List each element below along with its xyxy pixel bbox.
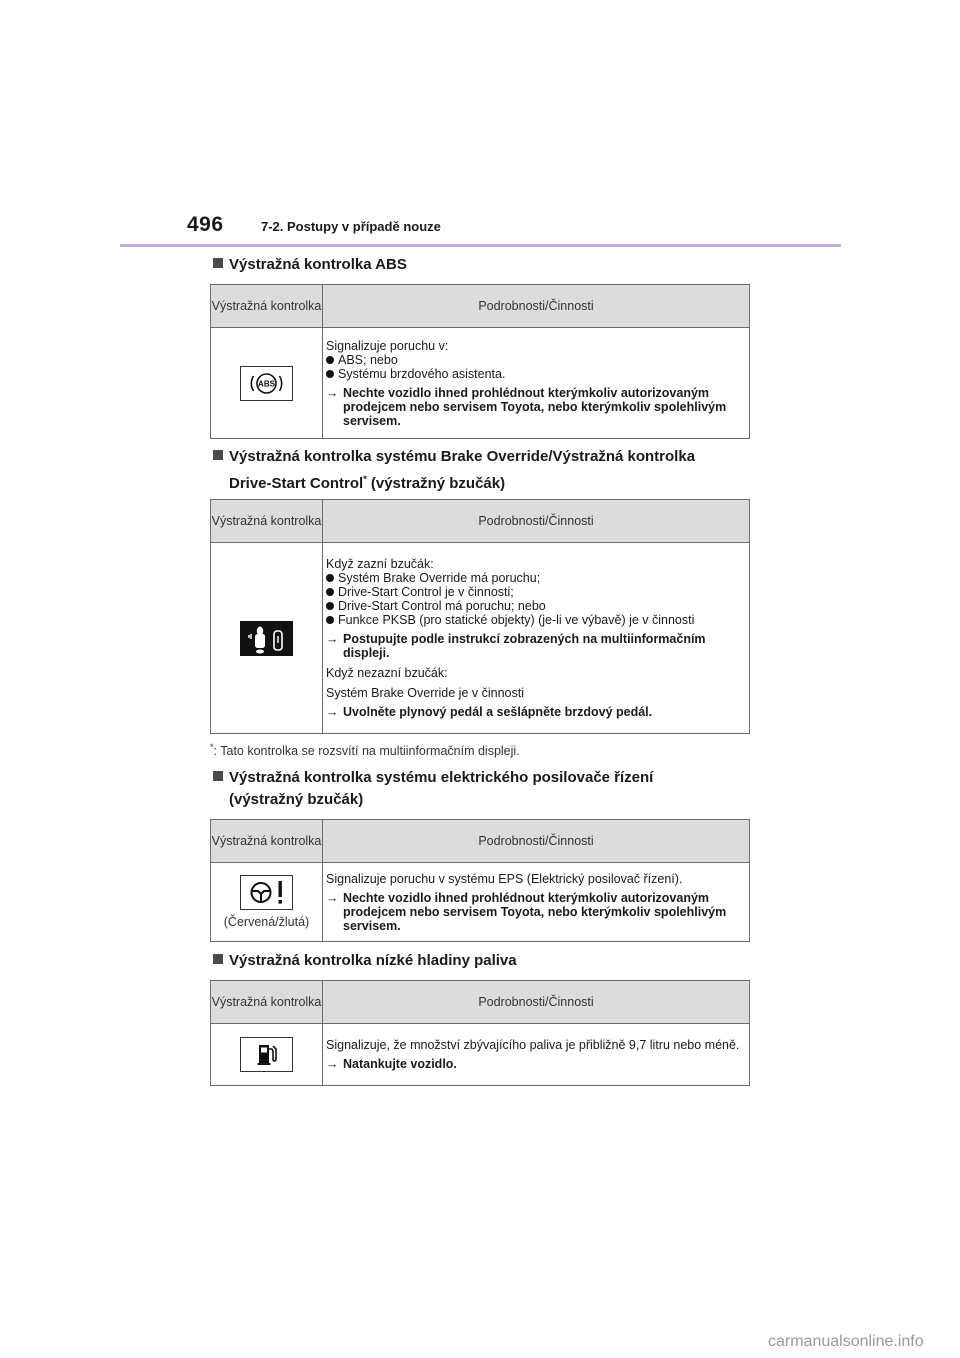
section-heading-abs: Výstražná kontrolka ABS — [213, 254, 407, 276]
brake-override-warning-table — [210, 499, 750, 734]
bullet-dot-icon — [326, 616, 334, 624]
bullet-dot-icon — [326, 574, 334, 582]
header-rule — [120, 244, 841, 247]
section-heading-brake-override: Výstražná kontrolka systému Brake Override/Výstražná kontrolka Drive-Start Control* (výstražný bzučák) — [213, 446, 695, 495]
abs-warning-table — [210, 284, 750, 439]
action-text: → Natankujte vozidlo. — [326, 1057, 457, 1071]
arrow-right-icon: → — [326, 385, 339, 400]
detail-intro: Když zazní bzučák: — [326, 557, 434, 571]
square-bullet-icon — [213, 450, 223, 460]
page-number: 496 — [187, 213, 224, 236]
abs-warning-icon — [240, 366, 293, 401]
section-heading-fuel: Výstražná kontrolka nízké hladiny paliva — [213, 950, 517, 972]
detail-cell — [323, 328, 750, 439]
bullet-dot-icon — [326, 356, 334, 364]
arrow-right-icon: → — [326, 1057, 339, 1071]
column-header-lamp: Výstražná kontrolka — [211, 500, 323, 543]
eps-warning-table — [210, 819, 750, 942]
square-bullet-icon — [213, 258, 223, 268]
watermark: carmanualsonline.info — [768, 1333, 924, 1350]
fuel-warning-table — [210, 980, 750, 1086]
arrow-right-icon: → — [326, 632, 339, 646]
bullet-dot-icon — [326, 588, 334, 596]
arrow-right-icon: → — [326, 705, 339, 719]
detail-cell — [323, 543, 750, 734]
fuel-pump-icon — [240, 1037, 293, 1072]
list-item: Systému brzdového asistenta. — [326, 367, 747, 381]
column-header-lamp: Výstražná kontrolka — [211, 820, 323, 863]
list-item: Systém Brake Override má poruchu; — [326, 571, 747, 585]
bullet-dot-icon — [326, 602, 334, 610]
detail-cell — [323, 863, 750, 942]
detail-cell — [323, 1024, 750, 1086]
square-bullet-icon — [213, 954, 223, 964]
arrow-right-icon: → — [326, 890, 339, 905]
column-header-detail: Podrobnosti/Činnosti — [323, 981, 750, 1024]
action-text: → Uvolněte plynový pedál a sešlápněte brzdový pedál. — [326, 705, 653, 719]
bullet-dot-icon — [326, 370, 334, 378]
detail-text: Systém Brake Override je v činnosti — [326, 686, 524, 700]
list-item: Funkce PKSB (pro statické objekty) (je-li ve výbavě) je v činnosti — [326, 613, 747, 627]
detail-intro: Signalizuje, že množství zbývajícího paliva je přibližně 9,7 litru nebo méně. — [326, 1038, 740, 1052]
detail-intro: Signalizuje poruchu v: — [326, 338, 449, 353]
footnote: *: Tato kontrolka se rozsvítí na multiinformačním displeji. — [210, 742, 520, 759]
steering-warning-icon — [240, 875, 293, 910]
column-header-detail: Podrobnosti/Činnosti — [323, 820, 750, 863]
lamp-cell — [211, 543, 323, 734]
action-text: → Nechte vozidlo ihned prohlédnout kterýmkoliv autorizovaným prodejcem nebo servisem Toyota, nebo kterýmkoliv spolehlivým servisem. — [326, 385, 727, 428]
column-header-detail: Podrobnosti/Činnosti — [323, 285, 750, 328]
detail-intro: Když nezazní bzučák: — [326, 666, 448, 680]
square-bullet-icon — [213, 771, 223, 781]
action-text: → Nechte vozidlo ihned prohlédnout kterýmkoliv autorizovaným prodejcem nebo servisem Toyota, nebo kterýmkoliv spolehlivým servisem. — [326, 890, 727, 933]
column-header-lamp: Výstražná kontrolka — [211, 285, 323, 328]
detail-intro: Signalizuje poruchu v systému EPS (Elektrický posilovač řízení). — [326, 871, 683, 886]
column-header-lamp: Výstražná kontrolka — [211, 981, 323, 1024]
list-item: Drive-Start Control má poruchu; nebo — [326, 599, 747, 613]
lamp-cell — [211, 1024, 323, 1086]
chapter-title: 7-2. Postupy v případě nouze — [261, 219, 441, 234]
lamp-cell — [211, 328, 323, 439]
drive-start-control-icon — [240, 621, 293, 656]
action-text: → Postupujte podle instrukcí zobrazených na multiinformačním displeji. — [326, 632, 706, 660]
column-header-detail: Podrobnosti/Činnosti — [323, 500, 750, 543]
lamp-cell — [211, 863, 323, 942]
list-item: Drive-Start Control je v činnosti; — [326, 585, 747, 599]
icon-caption: (Červená/žlutá) — [223, 915, 310, 929]
svg-text:ABS: ABS — [258, 379, 275, 388]
list-item: ABS; nebo — [326, 353, 747, 367]
section-heading-eps: Výstražná kontrolka systému elektrického posilovače řízení (výstražný bzučák) — [213, 767, 653, 811]
